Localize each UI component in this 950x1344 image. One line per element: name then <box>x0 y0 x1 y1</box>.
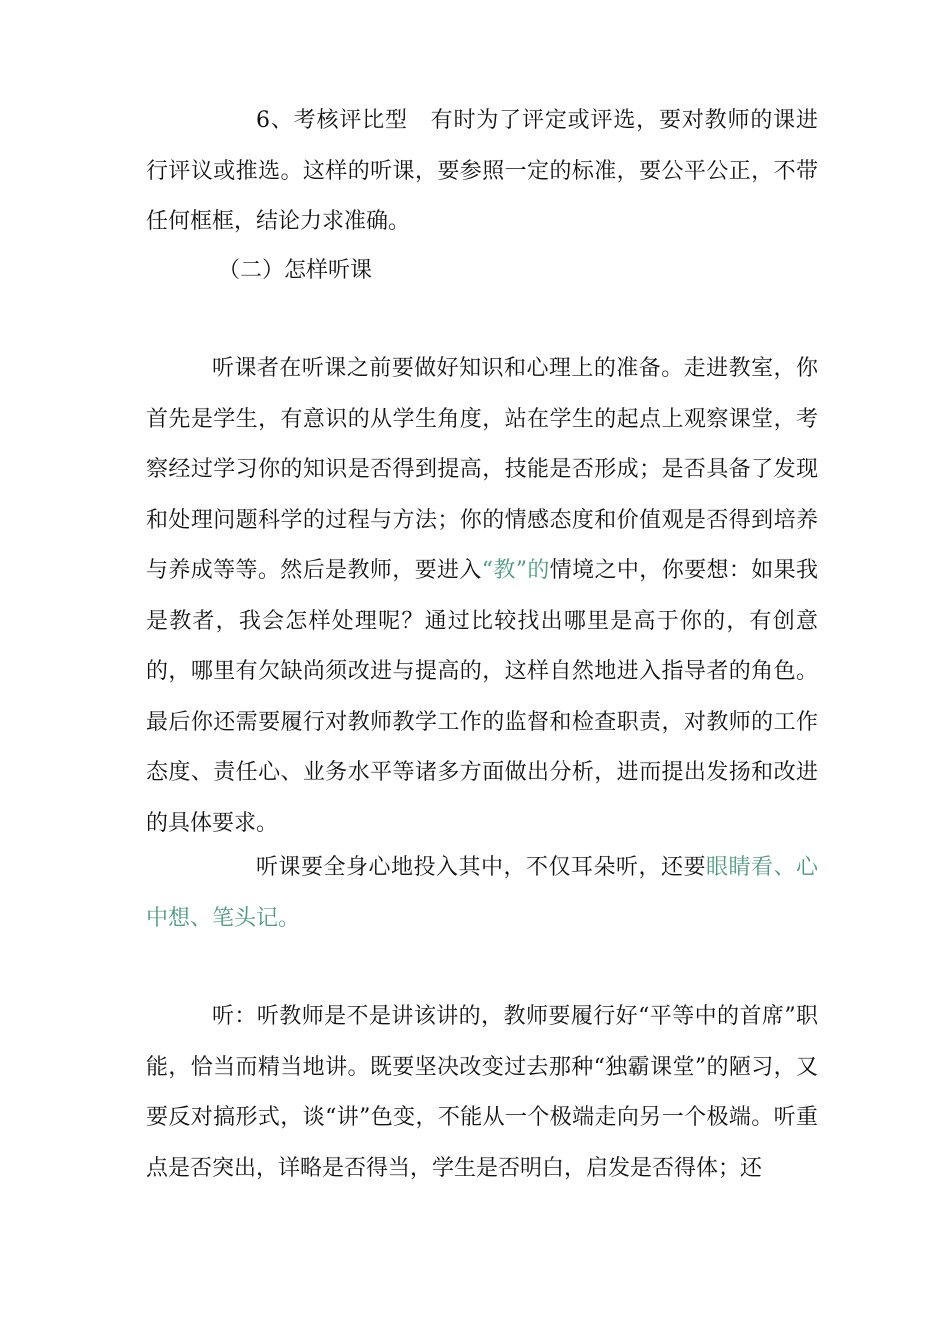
preparation-text-after: 情境之中，你要想：如果我是教者，我会怎样处理呢？通过比较找出哪里是高于你的，有创意的，哪里有欠缺尚须改进与提高的，这样自然地进入指导者的角色。最后你还需要履行对教师教学工作的监督和检查职责，对教师的工作态度、责任心、业务水平等诸多方面做出分析，进而提出发扬和改进的具体要求。 <box>146 558 818 836</box>
preparation-highlight: “教”的 <box>481 558 550 583</box>
section-heading-text: （二）怎样听课 <box>218 258 373 283</box>
assessment-type-text: 有时为了评定或评选，要对教师的课进行评议或推选。这样的听课，要参照一定的标准，要公平公正，不带任何框框，结论力求准确。 <box>146 108 818 234</box>
paragraph-listen <box>146 992 818 1194</box>
preparation-text-before: 听课者在听课之前要做好知识和心理上的准备。走进教室，你首先是学生，有意识的从学生角度，站在学生的起点上观察课堂，考察经过学习你的知识是否得到提高，技能是否形成；是否具备了发现和处理问题科学的过程与方法；你的情感态度和价值观是否得到培养与养成等等。然后是教师，要进入 <box>146 356 818 583</box>
assessment-type-lead: 6、考核评比型 <box>256 108 408 133</box>
section-heading <box>146 246 818 297</box>
paragraph-full-attention <box>146 843 818 944</box>
paragraph-preparation <box>146 344 818 849</box>
listen-text: 听：听教师是不是讲该讲的，教师要履行好“平等中的首席”职能，恰当而精当地讲。既要坚决改变过去那种“独霸课堂”的陋习，又要反对搞形式，谈“讲”色变，不能从一个极端走向另一个极端。听重点是否突出，详略是否得当，学生是否明白，启发是否得体；还 <box>146 1004 818 1181</box>
paragraph-assessment-type <box>146 96 818 248</box>
full-attention-highlight: 眼睛看、心中想、笔头记。 <box>146 855 818 931</box>
full-attention-text: 听课要全身心地投入其中，不仅耳朵听，还要 <box>256 855 706 880</box>
